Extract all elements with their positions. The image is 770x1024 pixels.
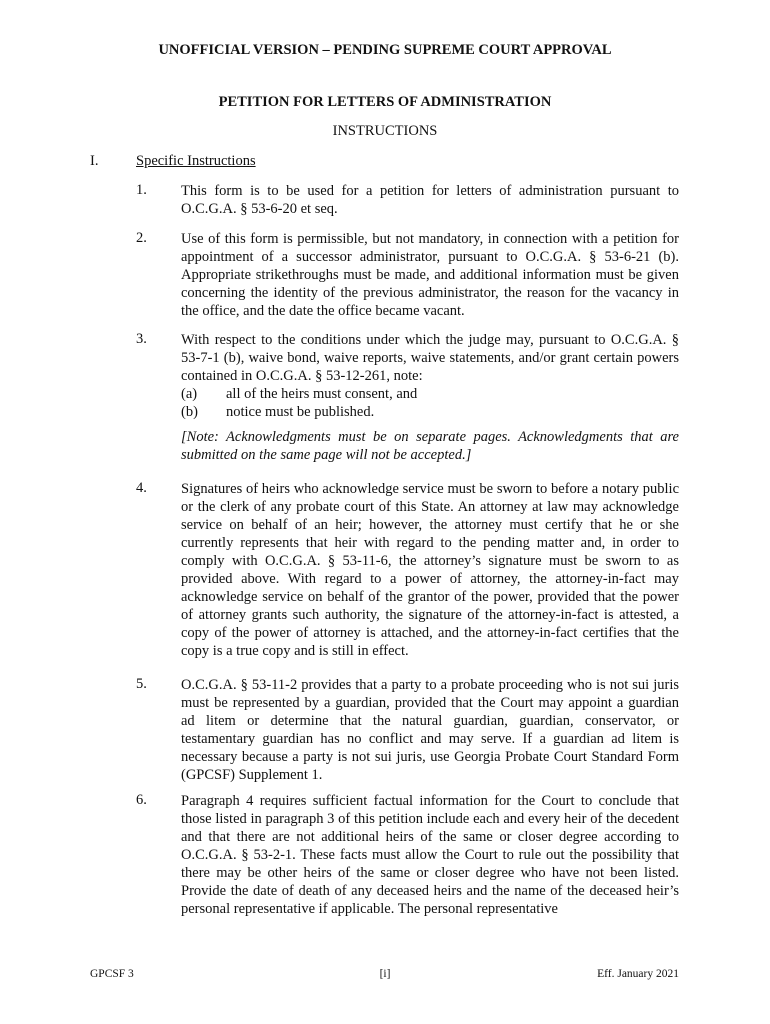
footer-page-number: [i] — [379, 968, 391, 980]
section-title: Specific Instructions — [136, 153, 256, 169]
item-block — [181, 331, 679, 464]
item-number: 4. — [136, 480, 147, 496]
item-number: 6. — [136, 792, 147, 808]
item-number: 1. — [136, 182, 147, 198]
item-number: 2. — [136, 230, 147, 246]
item-text: Paragraph 4 requires sufficient factual information for the Court to conclude that those listed in paragraph 3 of this petition include each and every heir of the decedent and that there are not additional heirs of the same or closer degree according to O.C.G.A. § 53-2-1. These facts must allow the Court to rule out the possibility that there may be other heirs of the same or closer degree who have not been listed. Provide the date of death of any deceased heirs and the name of the deceased heir’s personal representative if applicable. The personal representative — [181, 793, 679, 917]
item-text: O.C.G.A. § 53-11-2 provides that a party to a probate proceeding who is not sui juris must be represented by a guardian, provided that the Court may appoint a guardian ad litem or determine that the natural guardian, guardian, conservator, or testamentary guardian has no conflict and may serve. If a guardian ad litem is necessary because a party is not sui juris, use Georgia Probate Court Standard Form (GPCSF) Supplement 1. — [181, 677, 679, 783]
sub-item-label: (b) — [181, 404, 198, 420]
document-title: PETITION FOR LETTERS OF ADMINISTRATION — [218, 94, 552, 110]
acknowledgment-note: [Note: Acknowledgments must be on separate pages. Acknowledgments that are submitted on the same page will not be accepted.] — [181, 429, 679, 463]
instructions-heading: INSTRUCTIONS — [332, 123, 438, 139]
sub-item — [181, 385, 679, 403]
item-number: 3. — [136, 331, 147, 347]
item-text: This form is to be used for a petition for letters of administration pursuant to O.C.G.A. § 53-6-20 et seq. — [181, 183, 679, 217]
footer-form-id: GPCSF 3 — [90, 968, 134, 980]
section-number: I. — [90, 153, 99, 169]
item-text: Signatures of heirs who acknowledge service must be sworn to before a notary public or the clerk of any probate court of this State. An attorney at law may acknowledge service on behalf of an heir; however, the attorney must certify that he or she currently represents that heir with regard to the pending matter and, in order to comply with O.C.G.A. § 53-11-6, the attorney’s signature must be sworn to as provided above. With regard to a power of attorney, the attorney-in-fact may acknowledge service on behalf of the grantor of the power, provided that the power of attorney grants such authority, the signature of the attorney-in-fact is attested, a copy of the power of attorney is attached, and the attorney-in-fact certifies that the copy is a true copy and is still in effect. — [181, 481, 679, 659]
item-number: 5. — [136, 676, 147, 692]
sub-item — [181, 403, 679, 421]
item-text: With respect to the conditions under which the judge may, pursuant to O.C.G.A. § 53-7-1 (b), waive bond, waive reports, waive statements, and/or grant certain powers contained in O.C.G.A. § 53-12-261, note: — [181, 332, 679, 384]
sub-item-text: notice must be published. — [226, 404, 375, 420]
footer-effective-date: Eff. January 2021 — [597, 968, 679, 980]
sub-item-label: (a) — [181, 386, 198, 402]
sub-item-text: all of the heirs must consent, and — [226, 386, 418, 402]
unofficial-version-banner: UNOFFICIAL VERSION – PENDING SUPREME COURT APPROVAL — [158, 42, 612, 58]
item-text: Use of this form is permissible, but not mandatory, in connection with a petition for appointment of a successor administrator, pursuant to O.C.G.A. § 53-6-21 (b). Appropriate strikethroughs must be made, and additional information must be given concerning the identity of the previous administrator, the reason for the vacancy in the office, and the date the office became vacant. — [181, 231, 679, 319]
